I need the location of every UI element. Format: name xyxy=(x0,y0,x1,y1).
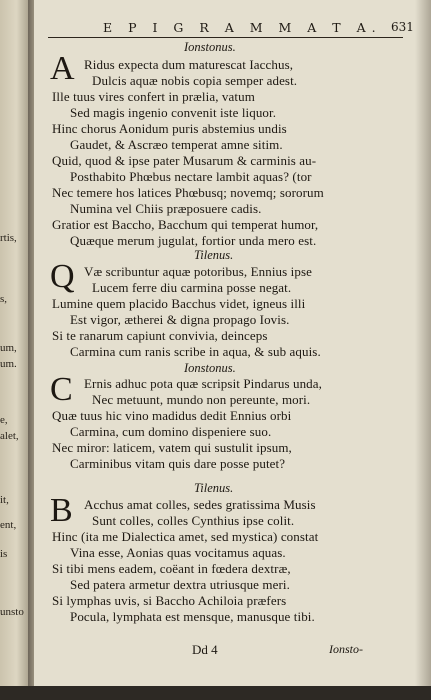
page-number: 631 xyxy=(391,20,414,34)
verse-line: Pocula, lymphata est mensque, manusque tibi. xyxy=(70,609,315,624)
left-page-fragment: alet, xyxy=(0,430,19,442)
verse-line: Carminibus vitam quis dare posse putet? xyxy=(70,456,286,471)
verse-line: Quid, quod & ipse pater Musarum & carminis au- xyxy=(52,153,317,168)
drop-cap: Q xyxy=(50,258,75,295)
left-page-fragment: ent, xyxy=(0,519,17,531)
left-page-fragment: it, xyxy=(0,494,9,506)
section-heading: Ionstonus. xyxy=(184,40,236,54)
verse-line: Hinc chorus Aonidum puris abstemius undis xyxy=(52,121,287,136)
left-page-edge xyxy=(0,0,30,700)
verse-line: Si tibi mens eadem, coëant in fœdera dextræ, xyxy=(52,561,291,576)
verse-line: Lumine quem placido Bacchus videt, igneus illi xyxy=(52,296,306,311)
verse-line: Carmina, cum domino dispeniere suo. xyxy=(70,424,272,439)
left-page-fragment: e, xyxy=(0,414,8,426)
verse-line: Carmina cum ranis scribe in aqua, & sub aquis. xyxy=(70,344,321,359)
verse-line: Lucem ferre diu carmina posse negat. xyxy=(92,280,292,295)
verse-line: Gratior est Baccho, Bacchum qui temperat humor, xyxy=(52,217,319,232)
verse-line: Si te ranarum capiunt convivia, deinceps xyxy=(52,328,268,343)
verse-line: Sunt colles, colles Cynthius ipse colit. xyxy=(92,513,295,528)
verse-line: Hinc (ita me Dialectica amet, sed mystica) constat xyxy=(52,529,319,544)
verse-line: Ridus expecta dum maturescat Iacchus, xyxy=(84,57,294,72)
verse-line: Acchus amat colles, sedes gratissima Musis xyxy=(84,497,316,512)
left-page-fragment: unsto xyxy=(0,606,24,618)
verse-line: Sed magis ingenio convenit iste liquor. xyxy=(70,105,277,120)
verse-line: Sed patera armetur dextra utriusque meri. xyxy=(70,577,290,592)
catchword: Ionsto- xyxy=(329,642,363,656)
left-page-fragment: is xyxy=(0,548,8,560)
verse-line: Nec miror: laticem, vatem qui sustulit ipsum, xyxy=(52,440,292,455)
section-heading: Ionstonus. xyxy=(184,361,236,375)
verse-line: Est vigor, ætherei & digna propago Iovis. xyxy=(70,312,290,327)
verse-line: Nec temere hos latices Phœbusq; novemq; sororum xyxy=(52,185,324,200)
verse-line: Nec metuunt, mundo non pereunte, mori. xyxy=(92,392,311,407)
header-rule xyxy=(48,37,403,38)
verse-line: Quæque merum jugulat, fortior unda mero est. xyxy=(70,233,317,248)
signature-mark: Dd 4 xyxy=(192,642,218,657)
verse-line: Vina esse, Aonias quas vocitamus aquas. xyxy=(70,545,286,560)
running-header: E P I G R A M M A T A. xyxy=(103,20,382,35)
verse-line: Væ scribuntur aquæ potoribus, Ennius ipse xyxy=(84,264,312,279)
drop-cap: C xyxy=(50,371,73,408)
verse-line: Quæ tuus hic vino madidus dedit Ennius orbi xyxy=(52,408,292,423)
verse-line: Ernis adhuc pota quæ scripsit Pindarus unda, xyxy=(84,376,323,391)
verse-line: Si lymphas uvis, si Baccho Achiloia præfers xyxy=(52,593,287,608)
section-heading: Tilenus. xyxy=(194,248,234,262)
book-page xyxy=(34,0,431,700)
left-page-fragment: um, xyxy=(0,342,17,354)
drop-cap: A xyxy=(50,50,75,87)
verse-line: Dulcis aquæ nobis copia semper adest. xyxy=(92,73,298,88)
left-page-fragment: um. xyxy=(0,358,17,370)
left-page-fragment: rtis, xyxy=(0,232,17,244)
verse-line: Posthabito Phœbus nectare lambit aquas? (tor xyxy=(70,169,312,184)
verse-line: Ille tuus vires confert in prælia, vatum xyxy=(52,89,255,104)
verse-line: Gaudet, & Ascræo temperat amne sitim. xyxy=(70,137,283,152)
verse-line: Numina vel Chiis præposuere cadis. xyxy=(70,201,262,216)
section-heading: Tilenus. xyxy=(194,481,234,495)
bottom-edge xyxy=(0,686,431,700)
left-page-fragment: s, xyxy=(0,293,8,305)
drop-cap: B xyxy=(50,492,73,529)
